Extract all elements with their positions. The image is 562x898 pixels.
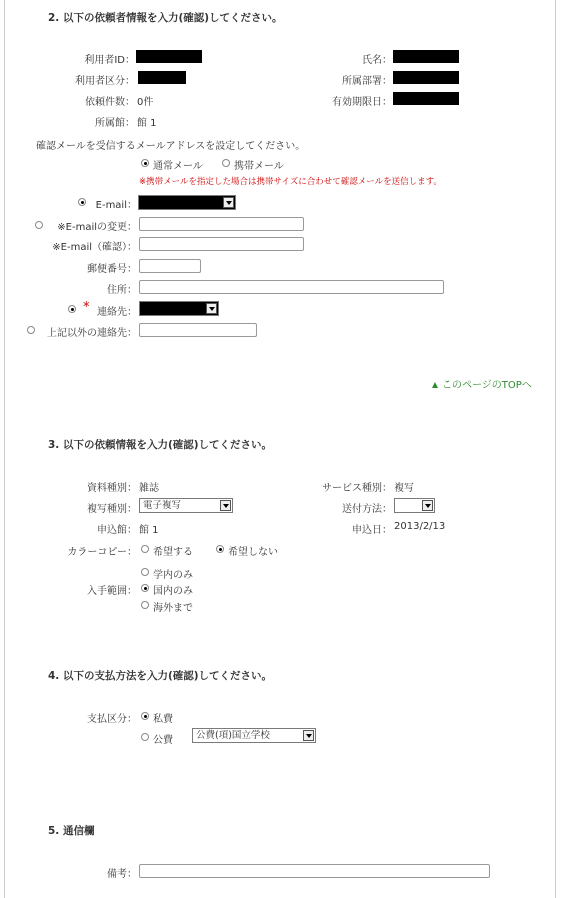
email-change-input[interactable] <box>139 217 304 231</box>
apply-library-label: 申込館： <box>97 525 137 536</box>
expiry-value-redacted <box>393 92 459 105</box>
triangle-up-icon <box>432 382 438 388</box>
name-value-redacted <box>393 50 459 63</box>
contact-radio[interactable] <box>68 305 76 313</box>
color-no-radio[interactable] <box>216 545 224 553</box>
chevron-down-icon <box>422 500 433 511</box>
request-count-value: 0件 <box>137 97 154 108</box>
postal-code-input[interactable] <box>139 259 201 273</box>
color-yes-radio[interactable] <box>141 545 149 553</box>
remarks-input[interactable] <box>139 864 490 878</box>
apply-date-label: 申込日： <box>352 525 392 536</box>
color-no-label: 希望しない <box>228 547 278 558</box>
address-input[interactable] <box>139 280 444 294</box>
range-label: 入手範囲： <box>87 586 137 597</box>
mail-type-mobile-label: 携帯メール <box>234 161 284 172</box>
shipping-select[interactable] <box>394 498 435 513</box>
mobile-mail-note: ※携帯メールを指定した場合は携帯サイズに合わせて確認メールを送信します。 <box>139 177 442 187</box>
range-campus-radio[interactable] <box>141 568 149 576</box>
payment-private-radio[interactable] <box>141 712 149 720</box>
request-count-label: 依頼件数： <box>85 97 135 108</box>
copy-type-select[interactable] <box>139 498 233 513</box>
other-contact-label: 上記以外の連絡先： <box>47 328 137 339</box>
color-yes-label: 希望する <box>153 547 193 558</box>
user-type-value-redacted <box>138 71 186 84</box>
payment-public-label: 公費 <box>153 735 173 746</box>
expiry-label: 有効期限日： <box>332 97 392 108</box>
email-confirm-input[interactable] <box>139 237 304 251</box>
section2-heading: 2. 以下の依頼者情報を入力(確認)してください。 <box>48 12 283 24</box>
copy-type-select-value: 電子複写 <box>143 500 182 511</box>
page-top-link-label: このページのTOPへ <box>442 380 532 391</box>
library-value: 館 1 <box>137 118 157 129</box>
contact-select[interactable] <box>139 301 219 316</box>
dept-value-redacted <box>393 71 459 84</box>
section5-heading: 5. 通信欄 <box>48 825 95 837</box>
user-id-label: 利用者ID： <box>84 55 135 66</box>
range-overseas-label: 海外まで <box>153 603 193 614</box>
mail-type-normal-label: 通常メール <box>153 161 203 172</box>
public-budget-select-value: 公費(項)国立学校 <box>196 730 270 741</box>
email-label: E-mail： <box>95 200 137 211</box>
mail-type-normal-radio[interactable] <box>141 159 149 167</box>
page-top-link[interactable] <box>432 376 532 391</box>
contact-label: 連絡先： <box>97 307 137 318</box>
other-contact-input[interactable] <box>139 323 257 337</box>
material-type-label: 資料種別： <box>87 483 137 494</box>
apply-library-value: 館 1 <box>139 525 159 536</box>
postal-code-label: 郵便番号： <box>87 264 137 275</box>
user-id-value-redacted <box>136 50 202 63</box>
range-overseas-radio[interactable] <box>141 601 149 609</box>
email-confirm-label: ※E-mail（確認）： <box>52 242 137 253</box>
required-mark: * <box>83 300 90 315</box>
email-change-label: ※E-mailの変更： <box>57 222 137 233</box>
copy-type-label: 複写種別： <box>87 504 137 515</box>
section3-heading: 3. 以下の依頼情報を入力(確認)してください。 <box>48 439 273 451</box>
name-label: 氏名： <box>362 55 392 66</box>
apply-date-value: 2013/2/13 <box>394 521 446 532</box>
dept-label: 所属部署： <box>342 76 392 87</box>
section4-heading: 4. 以下の支払方法を入力(確認)してください。 <box>48 670 273 682</box>
material-type-value: 雑誌 <box>139 483 159 494</box>
library-label: 所属館： <box>95 118 135 129</box>
color-copy-label: カラーコピー： <box>67 547 137 558</box>
address-label: 住所： <box>107 285 137 296</box>
range-domestic-radio[interactable] <box>141 584 149 592</box>
range-campus-label: 学内のみ <box>153 570 193 581</box>
service-type-label: サービス種別： <box>322 483 392 494</box>
email-select[interactable] <box>138 195 236 210</box>
payment-public-radio[interactable] <box>141 733 149 741</box>
chevron-down-icon <box>223 197 234 208</box>
chevron-down-icon <box>220 500 231 511</box>
shipping-label: 送付方法： <box>342 504 392 515</box>
mail-type-mobile-radio[interactable] <box>222 159 230 167</box>
payment-private-label: 私費 <box>153 714 173 725</box>
user-type-label: 利用者区分： <box>75 76 135 87</box>
remarks-label: 備考： <box>107 869 137 880</box>
chevron-down-icon <box>206 303 217 314</box>
service-type-value: 複写 <box>394 483 414 494</box>
payment-label: 支払区分： <box>87 714 137 725</box>
range-domestic-label: 国内のみ <box>153 586 193 597</box>
email-instruction: 確認メールを受信するメールアドレスを設定してください。 <box>36 141 306 152</box>
public-budget-select[interactable] <box>192 728 316 743</box>
chevron-down-icon <box>303 730 314 741</box>
